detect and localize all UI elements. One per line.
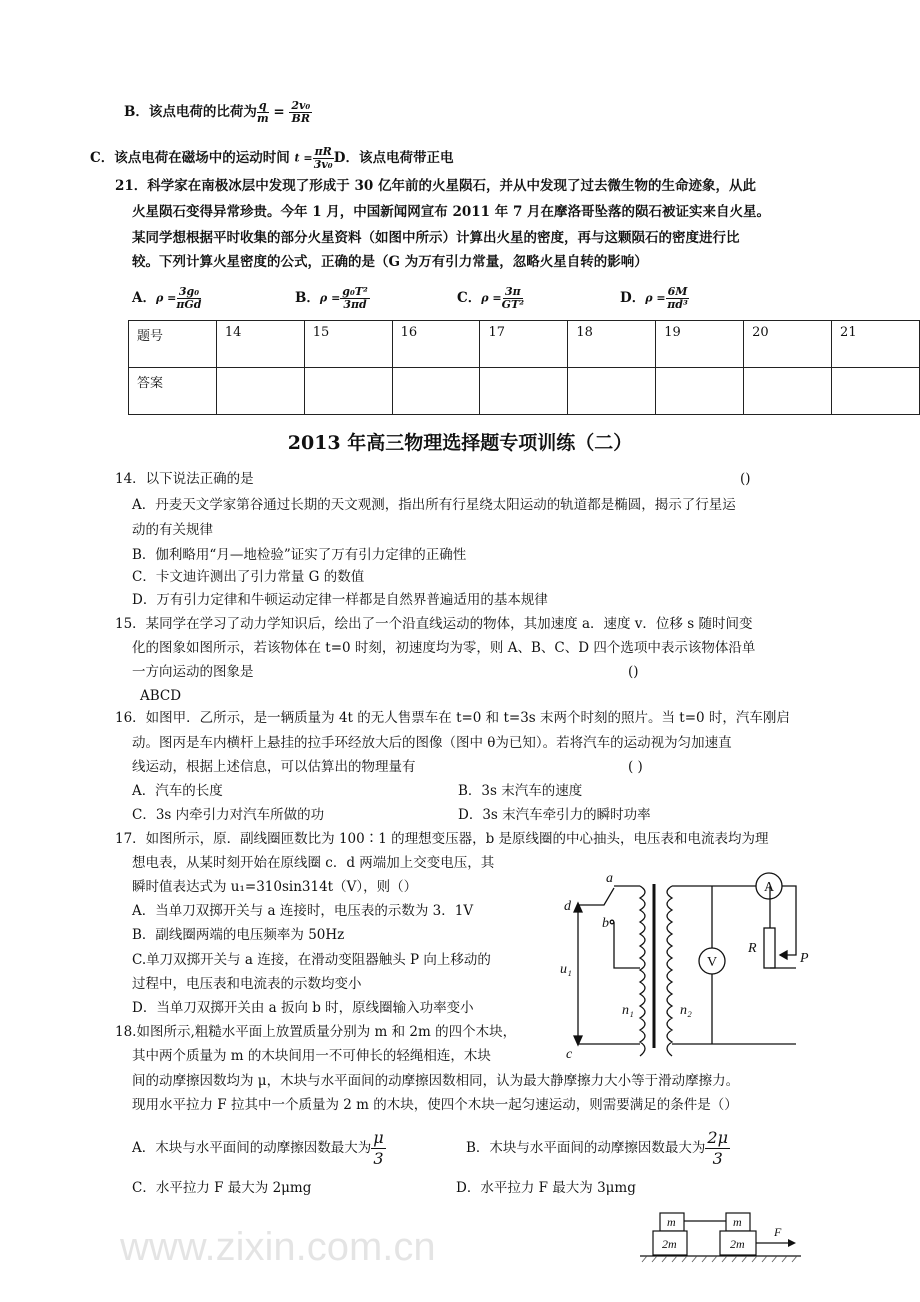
q15-line: 化的图象如图所示，若该物体在 t=0 时刻，初速度均为零，则 A、B、C、D 四个选项中表示该物体沿单	[132, 640, 756, 656]
q21-line: 某同学想根据平时收集的部分火星资料（如图中所示）计算出火星的密度，再与这颗陨石的密度进行比	[132, 230, 740, 246]
q18-line: 其中两个质量为 m 的木块间用一不可伸长的轻绳相连，木块	[132, 1048, 491, 1064]
table-cell: 18	[568, 321, 656, 368]
q18-option-b: B．木块与水平面间的动摩擦因数最大为 $\frac{2\mu}{3}$	[466, 1128, 728, 1168]
table-cell: 答案	[129, 368, 217, 415]
q18-line: 18.如图所示,粗糙水平面上放置质量分别为 m 和 2m 的四个木块，	[115, 1024, 517, 1040]
label-c: c	[566, 1047, 573, 1062]
q21-option-d: D．ρ = $\frac{6M}{\text{πd³}}$	[620, 285, 688, 311]
table-cell: 15	[304, 321, 392, 368]
block-label: 2m	[730, 1237, 745, 1251]
answer-paren: ()	[628, 664, 639, 680]
force-label: F	[774, 1225, 782, 1239]
table-cell: 21	[832, 321, 920, 368]
voltmeter-label: V	[707, 955, 718, 970]
q17-option-c: 过程中，电压表和电流表的示数均变小	[132, 976, 362, 992]
table-cell: 17	[480, 321, 568, 368]
q17-option-c: C.单刀双掷开关与 a 连接，在滑动变阻器触头 P 向上移动的	[132, 952, 491, 968]
table-cell: 题号	[129, 321, 217, 368]
q18-option-c: C．水平拉力 F 最大为 2μmg	[132, 1180, 312, 1196]
table-cell: 20	[744, 321, 832, 368]
table-cell: 14	[216, 321, 304, 368]
page-title: 2013 年高三物理选择题专项训练（二）	[287, 432, 633, 454]
q14-option-a: A．丹麦天文学家第谷通过长期的天文观测，指出所有行星绕太阳运动的轨道都是椭圆，揭示了行星运	[132, 497, 736, 513]
q21-line: 21．科学家在南极冰层中发现了形成于 30 亿年前的火星陨石，并从中发现了过去微生物的生命迹象，从此	[115, 178, 756, 194]
q16-option-b: B．3s 末汽车的速度	[458, 783, 583, 799]
block-label: m	[667, 1215, 676, 1229]
label-b: b	[602, 916, 609, 931]
q16-line: 线运动，根据上述信息，可以估算出的物理量有	[132, 759, 416, 775]
q18-option-d: D．水平拉力 F 最大为 3μmg	[456, 1180, 636, 1196]
answer-paren: ()	[740, 471, 751, 487]
table-cell: 19	[656, 321, 744, 368]
q17-line: 想电表，从某时刻开始在原线圈 c．d 两端加上交变电压，其	[132, 855, 495, 871]
table-cell: 16	[392, 321, 480, 368]
answer-paren: ( )	[628, 759, 643, 775]
q17-line: 瞬时值表达式为 u₁=310sin314t（V），则（）	[132, 879, 418, 895]
label-P: P	[800, 951, 809, 966]
label-n1: n₁	[622, 1003, 634, 1018]
q21-line: 火星陨石变得异常珍贵。今年 1 月，中国新闻网宣布 2011 年 7 月在摩洛哥坠落的陨石被证实来自火星。	[132, 204, 771, 220]
q14-stem: 14．以下说法正确的是	[115, 471, 254, 487]
q18-line: 间的动摩擦因数均为 μ，木块与水平面间的动摩擦因数相同，认为最大静摩擦力大小等于滑动摩擦力。	[132, 1073, 740, 1089]
q17-option-a: A．当单刀双掷开关与 a 连接时，电压表的示数为 3．1V	[132, 903, 474, 919]
q17-line: 17．如图所示，原．副线圈匝数比为 100∶1 的理想变压器，b 是原线圈的中心抽头，电压表和电流表均为理	[115, 831, 769, 847]
watermark: www.zixin.com.cn	[120, 1225, 436, 1269]
q14-option-c: C．卡文迪许测出了引力常量 G 的数值	[132, 569, 365, 585]
q16-line: 动。图丙是车内横杆上悬挂的拉手环经放大后的图像（图中 θ为已知）。若将汽车的运动视为匀加速直	[132, 735, 732, 751]
q21-line: 较。下列计算火星密度的公式，正确的是（G 为万有引力常量，忽略火星自转的影响）	[132, 254, 648, 270]
q14-option-b: B．伽利略用“月—地检验”证实了万有引力定律的正确性	[132, 547, 467, 563]
q18-line: 现用水平拉力 F 拉其中一个质量为 2 m 的木块，使四个木块一起匀速运动，则需要满足的条件是（）	[132, 1097, 738, 1113]
q16-option-a: A．汽车的长度	[132, 783, 223, 799]
q16-option-c: C．3s 内牵引力对汽车所做的功	[132, 807, 325, 823]
q20-option-b: B．该点电荷的比荷为 $\frac{q}{m}$ = $\frac{\text{2v₀}}{BR}$	[124, 99, 311, 125]
label-R: R	[748, 941, 757, 956]
ammeter-label: A	[764, 880, 775, 895]
ground-hatch	[642, 1256, 797, 1262]
q16-line: 16．如图甲．乙所示，是一辆质量为 4t 的无人售票车在 t=0 和 t=3s 末两个时刻的照片。当 t=0 时，汽车刚启	[115, 710, 790, 726]
block-label: m	[733, 1215, 742, 1229]
q17-option-d: D．当单刀双掷开关由 a 扳向 b 时，原线圈输入功率变小	[132, 1000, 474, 1016]
q21-option-c: C．ρ = $\frac{3\pi}{\text{GT²}}$	[457, 285, 525, 311]
q15-line: ABCD	[140, 688, 182, 704]
q14-option-d: D．万有引力定律和牛顿运动定律一样都是自然界普遍适用的基本规律	[132, 592, 548, 608]
label-d: d	[564, 899, 571, 914]
q21-option-b: B．ρ = $\frac{\text{g₀T²}}{3\pi d}$	[295, 285, 368, 311]
block-label: 2m	[662, 1237, 677, 1251]
q20-option-c-d: C．该点电荷在磁场中的运动时间 t = $\frac{\pi R}{\text{3v₀}}$ D．该点电荷带正电	[90, 145, 454, 171]
q14-option-a: 动的有关规律	[132, 522, 213, 538]
q15-line: 15．某同学在学习了动力学知识后，绘出了一个沿直线运动的物体，其加速度 a．速度 v．位移 s 随时间变	[115, 616, 753, 632]
q16-option-d: D．3s 末汽车牵引力的瞬时功率	[458, 807, 651, 823]
q18-option-a: A．木块与水平面间的动摩擦因数最大为 $\frac{\mu}{3}$	[132, 1128, 384, 1168]
q15-line: 一方向运动的图象是	[132, 664, 254, 680]
q21-option-a: A．ρ = $\frac{\text{3g₀}}{\text{πGd}}$	[132, 285, 202, 311]
label-a: a	[606, 871, 613, 886]
q17-option-b: B．副线圈两端的电压频率为 50Hz	[132, 927, 345, 943]
label-u1: u₁	[560, 962, 572, 977]
label-n2: n₂	[680, 1003, 692, 1018]
